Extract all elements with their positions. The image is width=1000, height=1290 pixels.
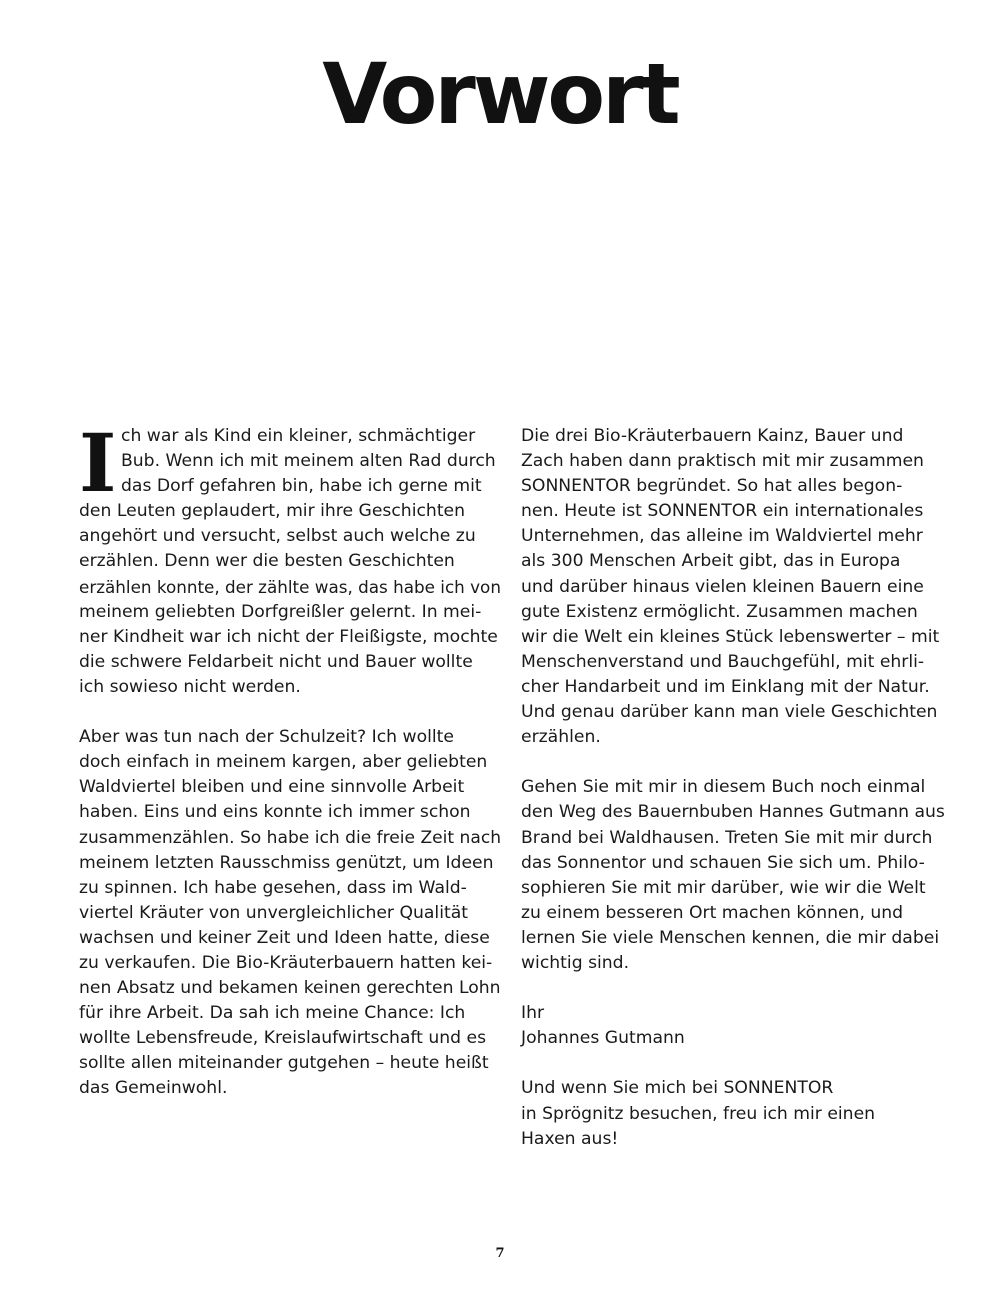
- text-line: zu einem besseren Ort machen können, und: [521, 902, 904, 923]
- signature-greeting: Ihr: [521, 1003, 545, 1024]
- text-line: Aber was tun nach der Schulzeit? Ich wollte: [79, 727, 454, 748]
- text-line: Menschenverstand und Bauchgefühl, mit ehrli-: [521, 651, 925, 672]
- postscript: [521, 1076, 946, 1151]
- text-line: Und genau darüber kann man viele Geschichten: [521, 702, 938, 723]
- text-line: den Leuten geplaudert, mir ihre Geschichten: [79, 501, 466, 522]
- text-line: das Dorf gefahren bin, habe ich gerne mit: [121, 476, 482, 497]
- paragraph-school: [79, 725, 501, 1101]
- right-column: [521, 424, 946, 1152]
- text-line: sollte allen miteinander gutgehen – heute heißt: [79, 1053, 489, 1074]
- left-column: [79, 416, 502, 1102]
- text-line: nen. Heute ist SONNENTOR ein internationales: [521, 501, 924, 522]
- text-line: das Sonnentor und schauen Sie sich um. Philo-: [521, 852, 925, 873]
- text-line: ner Kindheit war ich nicht der Fleißigste, mochte: [79, 626, 498, 647]
- text-line: erzählen. Denn wer die besten Geschichten: [79, 551, 455, 572]
- text-line: viertel Kräuter von unvergleichlicher Qualität: [79, 902, 468, 923]
- text-line: wollte Lebensfreude, Kreislaufwirtschaft und es: [79, 1028, 487, 1049]
- text-line: Bub. Wenn ich mit meinem alten Rad durch: [121, 451, 496, 472]
- text-line: gute Existenz ermöglicht. Zusammen machen: [521, 601, 918, 622]
- text-line: das Gemeinwohl.: [79, 1078, 228, 1099]
- paragraph-intro: [79, 416, 501, 700]
- text-line: in Sprögnitz besuchen, freu ich mir einen: [521, 1103, 876, 1124]
- text-line: wichtig sind.: [521, 952, 630, 973]
- text-line: Zach haben dann praktisch mit mir zusammen: [521, 451, 924, 472]
- text-line: Unternehmen, das alleine im Waldviertel mehr: [521, 526, 923, 547]
- text-line: meinem geliebten Dorfgreißler gelernt. In mei-: [79, 601, 482, 622]
- paragraph-founding: [521, 424, 946, 750]
- text-line: ich sowieso nicht werden.: [79, 676, 301, 697]
- signature-block: [521, 1001, 946, 1051]
- text-line: lernen Sie viele Menschen kennen, die mir dabei: [521, 927, 940, 948]
- paragraph-gap: [521, 1051, 946, 1076]
- text-line: Waldviertel bleiben und eine sinnvolle Arbeit: [79, 777, 465, 798]
- text-line: cher Handarbeit und im Einklang mit der Natur.: [521, 676, 930, 697]
- text-line: zusammenzählen. So habe ich die freie Zeit nach: [79, 827, 502, 848]
- text-line: doch einfach in meinem kargen, aber geliebten: [79, 752, 488, 773]
- text-line: SONNENTOR begründet. So hat alles begon-: [521, 476, 903, 497]
- text-line: meinem letzten Rausschmiss genützt, um Ideen: [79, 852, 494, 873]
- paragraph-gap: [521, 750, 946, 775]
- text-line: nen Absatz und bekamen keinen gerechten Lohn: [79, 978, 501, 999]
- paragraph-invitation: [521, 775, 946, 976]
- text-line: die schwere Feldarbeit nicht und Bauer wollte: [79, 651, 473, 672]
- text-line: den Weg des Bauernbuben Hannes Gutmann aus: [521, 802, 945, 823]
- text-line: wir die Welt ein kleines Stück lebenswerter – mit: [521, 626, 940, 647]
- text-line: haben. Eins und eins konnte ich immer schon: [79, 802, 471, 823]
- text-line: als 300 Menschen Arbeit gibt, das in Europa: [521, 551, 901, 572]
- text-line: für ihre Arbeit. Da sah ich meine Chance: Ich: [79, 1003, 466, 1024]
- text-line: Brand bei Waldhausen. Treten Sie mit mir durch: [521, 827, 933, 848]
- text-line: zu verkaufen. Die Bio-Kräuterbauern hatten kei-: [79, 952, 493, 973]
- paragraph-gap: [79, 700, 501, 725]
- text-line: und darüber hinaus vielen kleinen Bauern eine: [521, 576, 924, 597]
- page-number: 7: [495, 1246, 505, 1261]
- text-line: Und wenn Sie mich bei SONNENTOR: [521, 1078, 834, 1099]
- text-line: angehört und versucht, selbst auch welche zu: [79, 526, 476, 547]
- text-line: erzählen.: [521, 727, 601, 748]
- text-line: ch war als Kind ein kleiner, schmächtiger: [121, 426, 476, 446]
- text-line: zu spinnen. Ich habe gesehen, dass im Wald-: [79, 877, 467, 898]
- page-title: Vorwort: [322, 45, 678, 143]
- text-line: Gehen Sie mit mir in diesem Buch noch einmal: [521, 777, 926, 798]
- signature-name: Johannes Gutmann: [521, 1028, 685, 1049]
- text-line: Die drei Bio-Kräuterbauern Kainz, Bauer und: [521, 426, 904, 446]
- drop-cap: I: [79, 416, 117, 510]
- text-line: erzählen konnte, der zählte was, das habe ich von: [79, 576, 501, 597]
- paragraph-gap: [521, 976, 946, 1001]
- text-line: wachsen und keiner Zeit und Ideen hatte, diese: [79, 927, 490, 948]
- text-line: sophieren Sie mit mir darüber, wie wir die Welt: [521, 877, 926, 898]
- text-line: Haxen aus!: [521, 1128, 619, 1149]
